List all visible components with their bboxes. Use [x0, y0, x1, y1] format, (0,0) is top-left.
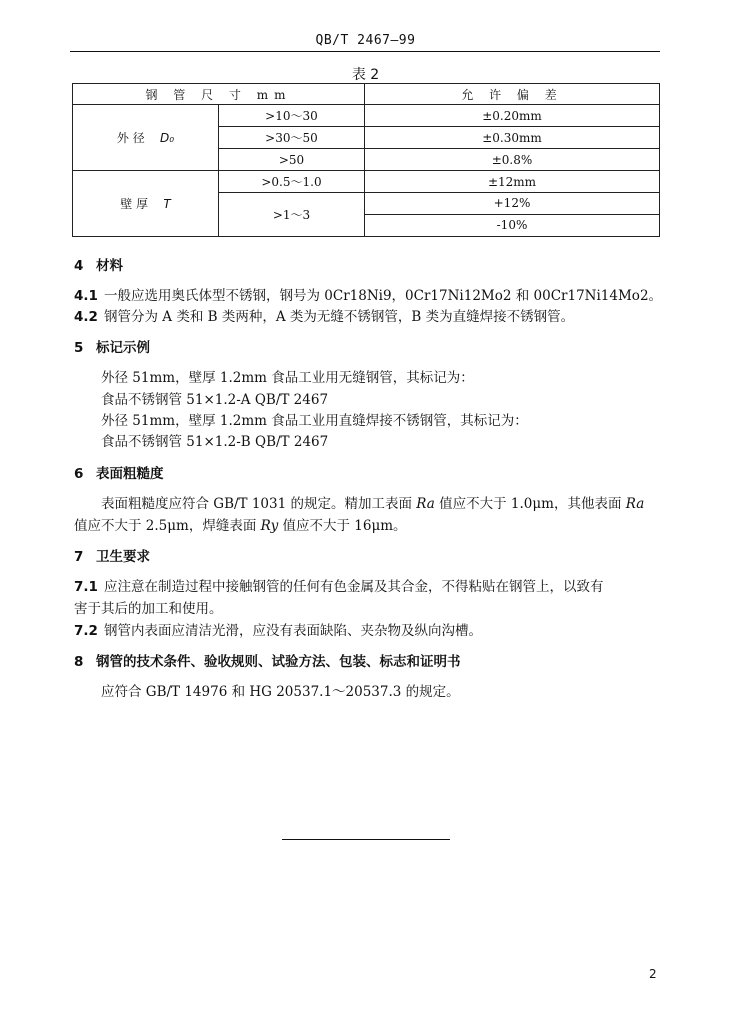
page-number: 2: [649, 967, 657, 981]
standard-code: QB/T 2467—99: [315, 33, 416, 48]
marking-example-line: 食品不锈钢管 51×1.2-A QB/T 2467: [101, 392, 329, 408]
od-range-1: >10～30: [218, 105, 364, 127]
marking-example-line: 外径 51mm，壁厚 1.2mm 食品工业用无缝钢管，其标记为：: [101, 370, 474, 386]
wall-label: 壁 厚: [120, 197, 149, 211]
header-rule: [70, 51, 660, 52]
od-tol-2: ±0.30mm: [364, 127, 659, 149]
wall-tol-minus: -10%: [496, 218, 528, 232]
section-4-heading: 4 材料: [74, 258, 123, 274]
clause-4-2: 4.2 钢管分为 A 类和 B 类两种，A 类为无缝不锈钢管，B 类为直缝焊接不锈钢管。: [74, 309, 575, 325]
table-header-row: [73, 84, 660, 105]
od-group-cell: [73, 105, 219, 171]
od-range-3: >50: [218, 149, 364, 171]
od-tol-1: ±0.20mm: [364, 105, 659, 127]
tolerance-table: [72, 83, 660, 237]
section-8-text: 应符合 GB/T 14976 和 HG 20537.1～20537.3 的规定。: [101, 684, 460, 700]
wall-tol-plus: +12%: [365, 193, 659, 215]
od-tol-3: ±0.8%: [364, 149, 659, 171]
section-6-heading: 6 表面粗糙度: [74, 466, 164, 482]
wall-symbol: T: [163, 197, 171, 211]
marking-example-line: 外径 51mm，壁厚 1.2mm 食品工业用直缝焊接不锈钢管，其标记为：: [101, 413, 528, 429]
table-row: [73, 105, 660, 127]
od-label: 外 径: [116, 131, 145, 145]
table-caption: 表 2: [351, 67, 380, 83]
section-5-heading: 5 标记示例: [74, 340, 150, 356]
table-row: [73, 171, 660, 193]
wall-range-2: >1～3: [218, 193, 364, 237]
header-dimension: 钢 管 尺 寸 mm: [73, 84, 365, 105]
clause-7-1: 7.1 应注意在制造过程中接触钢管的任何有色金属及其合金，不得粘贴在钢管上，以致有: [74, 579, 604, 595]
roughness-line-1: 表面粗糙度应符合 GB/T 1031 的规定。精加工表面 Ra 值应不大于 1.0μm，其他表面 Ra: [101, 496, 645, 512]
marking-example-line: 食品不锈钢管 51×1.2-B QB/T 2467: [101, 434, 329, 450]
end-rule: [282, 839, 450, 840]
clause-7-2: 7.2 钢管内表面应清洁光滑，应没有表面缺陷、夹杂物及纵向沟槽。: [74, 623, 482, 639]
od-symbol: D₀: [160, 131, 175, 145]
wall-range-1: >0.5～1.0: [218, 171, 364, 193]
section-8-heading: 8 钢管的技术条件、验收规则、试验方法、包装、标志和证明书: [74, 654, 461, 670]
header-tolerance: 允 许 偏 差: [364, 84, 659, 105]
wall-tol-2-cell: [364, 193, 659, 237]
clause-4-1: 4.1 一般应选用奥氏体型不锈钢，钢号为 0Cr18Ni9，0Cr17Ni12Mo2 和 00Cr17Ni14Mo2。: [74, 288, 663, 304]
wall-group-cell: [73, 171, 219, 237]
wall-tol-1: ±12mm: [364, 171, 659, 193]
clause-7-1-cont: 害于其后的加工和使用。: [74, 601, 223, 617]
roughness-line-2: 值应不大于 2.5μm，焊缝表面 Ry 值应不大于 16μm。: [74, 518, 407, 534]
section-7-heading: 7 卫生要求: [74, 549, 150, 565]
od-range-2: >30～50: [218, 127, 364, 149]
